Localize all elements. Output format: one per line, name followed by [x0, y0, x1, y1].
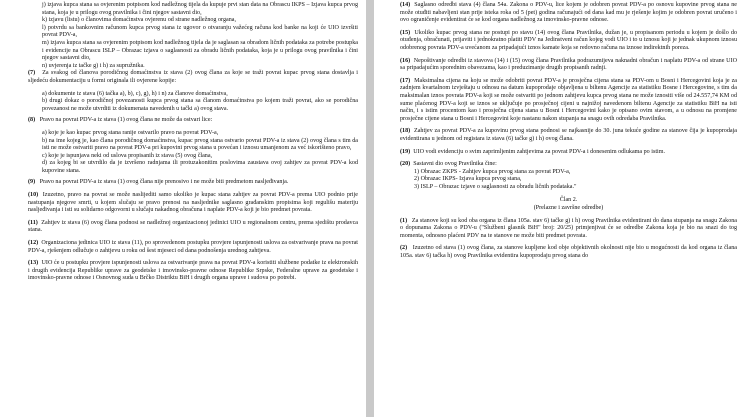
paragraph-2-text: Izuzetno od stava (1) ovog člana, za stanove kupljene kod obje objektivnih okolnosti nije bio u mogućnosti da kod organa iz člana 105a. stav 6) tačka h) ovog Pravilnika evidentira kupoprodaju prvog stana do: [400, 245, 738, 260]
paragraph-10-text: Izuzetno, pravo na povrat se može naslijediti samo ukoliko je kupac stana zahtjev za povrat PDV-a prema UIO podnio prije nastupanja njegove smrti, u kojem slučaju se pravo prenosi na nasljednike saglasno građanskim propisima koji regulišu materiju nasljeđivanja i isti su solidarno odgovorni u slučaju nakadnog obračuna i naplate PDV-a koji je bio predmet povrata.: [28, 192, 359, 214]
paragraph-14: (14) Saglasno odredbi stava (4) člana 54a. Zakona o PDV-u, lice kojem je odobren povrat PDV-a po osnovu kupovine prvog stana ne može otuđiti nabavljeni stan prije isteka roka od 5 (pet) godina računajući od dana kad mu je rješenje kojim je odobren povrat uručeno i ovo ograničenje evidentirat će se kod organa nadležnog za imovinsko-pravne odnose.: [400, 2, 737, 24]
paragraph-15-text: Ukoliko kupac prvog stana ne postupi po stavu (14) ovog člana Pravilnika, dužan je, u propisanom periodu u kojem je došlo do otuđenja, obračunati, prijaviti i jednokratno platiti PDV na Jedinstveni račun kojeg vodi UIO i to u iznosu koji je jednak ukupnom iznosu odobrenog povrata PDV-a uvećanom za pripadajući iznos kamate koja se redovno računa na iznose indirektnih poreza.: [400, 29, 737, 51]
paragraph-18: (18) Zahtjev za povrat PDV-a za kupovinu prvog stana podnosi se najkasnije do 30. juna tekuće godine za stanove čija je kupoprodaja evidentirana u jednom od registara iz stava (6) tačke g) i h) ovog člana.: [400, 128, 737, 142]
paragraph-1: (1) Za stanove koji su kod oba organa iz člana 105a. stav 6) tačke g) i h) ovog Pravilnika evidentirani do dana stupanja na snagu Zakona o dopunama Zakona o PDV-u ("Službeni glasnik BiH" broj: 20/25) primjenjivat će se odredbe Zakona koja je bio na snazi do tog momenta, odnosno plaćeni PDV na te stanove ne može biti predmet povrata.: [400, 217, 737, 239]
list-item: a) dokumente iz stava (6) tačka a), b), c), g), h) i n) za članove domaćinstva,: [42, 90, 228, 97]
paragraph-15: (15) Ukoliko kupac prvog stana ne postupi po stavu (14) ovog člana Pravilnika, dužan je, u propisanom periodu u kojem je došlo do otuđenja, obračunati, prijaviti i jednokratno platiti PDV na Jedinstveni račun kojeg vodi UIO i to u iznosu koji je jednak ukupnom iznosu odobrenog povrata PDV-a uvećanom za pripadajući iznos kamate koja se redovno računa na iznose indirektnih poreza.: [400, 29, 737, 51]
paragraph-12: (12) Organizaciona jedinica UIO iz stava (11), po sprovedenom postupku provjere ispunjenosti uslova za ostvarivanje prava na povrat PDV-a, rješenjem odlučuje o zahtjevu u roku od šest mjeseci od dana podnošenja urednog zahtjeva.: [28, 240, 358, 254]
list-item: c) koje je ispunjava neki od uslova propisanih iz stava (5) ovog člana,: [42, 152, 213, 159]
list-item: k) izjavu (listu) o članovima domaćinstva ovjerenu od strane nadležnog organa,: [42, 17, 236, 24]
list-item: a) koje je kao kupac prvog stana ranije ostvarilo pravo na povrat PDV-a,: [42, 129, 219, 136]
paragraph-11: (11) Zahtjev iz stava (6) ovog člana podnosi se nadležnoj organizacionoj jedinici UIO u regionalnom centru, prema sjedištu prodavca stana.: [28, 219, 358, 234]
paragraph-8-text: Pravo na povrat PDV-a iz stava (1) ovog člana ne može da ostvari lice:: [39, 117, 213, 124]
list-item: j) izjava kupca stana sa ovjerenim potpisom kod nadležnog tijela da kupuje prvi stan data na Obrascu IKPS – Izjava kupca prvog stana, koja je u prilogu ovog pravilnika i čini njegov sastavni dio,: [42, 2, 358, 16]
paragraph-13: (13) UIO će u postupku provjere ispunjenosti uslova za ostvarivanje prava na povrat PDV-a koristiti službene podatke iz elektronskih i drugih evidencija Republike uprave za geodetske i imovinsko-pravne odnose Republike Srpske, Federalne uprave za geodetske i imovinsko-pravne odnose i Osnovnog suda u Brčko Distriktu BiH i drugih organa uprave i sudova po potrebi.: [28, 260, 358, 282]
list-item: 2) Obrazac IKPS- Izjava kupca prvog stana,: [414, 176, 522, 183]
paragraph-19: (19) UIO vodi evidenciju o svim zaprimljenim zahtjevima za povrat PDV-a i donesenim odlukama po istim.: [400, 148, 665, 155]
list-item: d) za kojeg bi se utvrdilo da je izvršeno radnjama ili protuzakonitim poslovima zaustava ovoj zahtjev za povrat PDV-a kod kupovine stana.: [42, 160, 358, 174]
paragraph-10: (10) Izuzetno, pravo na povrat se može naslijediti samo ukoliko je kupac stana zahtjev za povrat PDV-a prema UIO podnio prije nastupanja njegove smrti, u kojem slučaju se pravo prenosi na nasljednike saglasno građanskim propisima koji regulišu materiju nasljeđivanja i isti su solidarno odgovorni u slučaju nakadnog obračuna i naplate PDV-a koji je bio predmet povrata.: [28, 192, 359, 214]
paragraph-7: (7) Za svakog od članova porodičnog domaćinstva iz stava (2) ovog člana za koje se traži povrat kupac prvog stana dostavlja i sljedeću dokumentaciju u formi originala ili ovjerene kopije:: [28, 70, 359, 84]
article-title: Član 2.: [559, 197, 578, 204]
paragraph-9-text: Pravo na povrat PDV-a iz stava (1) ovog člana nije prenosivo i ne može biti predmetom nasljeđivanja.: [39, 179, 289, 186]
paragraph-7-text: Za svakog od članova porodičnog domaćinstva iz stava (2) ovog člana za koje se traži povrat kupac prvog stana dostavlja i sljedeću dokumentaciju u formi originala ili ovjerene kopije:: [28, 70, 359, 84]
article-6-items: [28, 2, 358, 70]
article-subtitle: (Prelazne i završne odredbe): [533, 205, 604, 212]
document-page-right: [374, 0, 743, 417]
paragraph-14-text: Saglasno odredbi stava (4) člana 54a. Zakona o PDV-u, lice kojem je odobren povrat PDV-a po osnovu kupovine prvog stana ne može otuđiti nabavljeni stan prije isteka roka od 5 (pet) godina računajući od dana kad mu je rješenje kojim je odobren povrat uručeno i ovo ograničenje evidentirat će se kod organa nadležnog za imovinsko-pravne odnose.: [400, 2, 737, 24]
paragraph-11-text: Zahtjev iz stava (6) ovog člana podnosi se nadležnoj organizacionoj jedinici UIO u regionalnom centru, prema sjedištu prodavca stana.: [28, 219, 358, 234]
paragraph-13-text: UIO će u postupku provjere ispunjenosti uslova za ostvarivanje prava na povrat PDV-a koristiti službene podatke iz elektronskih i drugih evidencija Republike uprave za geodetske i imovinsko-pravne odnose Republike Srpske, Federalne uprave za geodetske i imovinsko-pravne odnose i Osnovnog suda u Brčko Distriktu BiH i drugih organa uprave i sudova po potrebi.: [28, 260, 358, 282]
paragraph-20-text: Sastavni dio ovog Pravilnika čine:: [413, 161, 497, 168]
paragraph-20-items: [400, 169, 737, 192]
paragraph-17-text: Maksimalna cijena na koju se može odobriti povrat PDV-a je prosječna cijena stana sa PDV-om u Bosni i Hercegovini koja je za zadnjem kvartalnom izvještaju u odnosu na datum kupoprodaje objavljena u biltenu Agencije za statistiku Bosne i Hercegovine, s tim da maksimalan iznos povrata PDV-a koji se može ostvariti po jednom zahtjevu kupca prvog stana ne može iznositi više od 24.557,74 KM od sume plaćenog PDV-a koji se iznos se uključuje po prosječnoj cijeni u najnižoj navedenom biltenu Agencije za statistiku BiH na isti način, i s istim procentom kao i prosječna cijena stana u Bosni i Hercegovini kako je opisano ovim stavom, a u odnosu na promjene prosječne cijene stana u Bosni i Hercegovini koje nastanu nakon stupanja na snagu ovih odredaba Pravilnika.: [400, 77, 738, 122]
document-page-left: [0, 0, 366, 417]
list-item: b) drugi dokaz o porodičnoj povezanosti kupca prvog stana sa članom domaćinstva po kojem traži povrat, ako se porodična povezanost ne može utvrditi iz dokumenata navedenih u tački a) ovog stava.: [42, 98, 358, 112]
paragraph-7-items: [28, 91, 358, 114]
list-item: 1) Obrazac ZKPS - Zahtjev kupca prvog stana za povrat PDV-a,: [414, 168, 571, 175]
paragraph-18-text: Zahtjev za povrat PDV-a za kupovinu prvog stana podnosi se najkasnije do 30. juna tekuće godine za stanove čija je kupoprodaja evidentirana u jednom od registara iz stava (6) tačke g) i h) ovog člana.: [400, 128, 737, 142]
list-item: l) potvrdu sa bankovnim računom kupca prvog stana iz ugovor o otvaranju važećeg računa kod banke na koji će UIO izvršiti povrat PDV-a,: [42, 24, 358, 39]
paragraph-17: (17) Maksimalna cijena na koju se može odobriti povrat PDV-a je prosječna cijena stana sa PDV-om u Bosni i Hercegovini koja je za zadnjem kvartalnom izvještaju u odnosu na datum kupoprodaje objavljena u biltenu Agencije za statistiku Bosne i Hercegovine, s tim da maksimalan iznos povrata PDV-a koji se može ostvariti po jednom zahtjevu kupca prvog stana ne može iznositi više od 24.557,74 KM od sume plaćenog PDV-a koji se iznos se uključuje po prosječnoj cijeni u najnižoj navedenom biltenu Agencije za statistiku BiH na isti način, i s istim procentom kao i prosječna cijena stana u Bosni i Hercegovini kako je opisano ovim stavom, a u odnosu na promjene prosječne cijene stana u Bosni i Hercegovini koje nastanu nakon stupanja na snagu ovih odredaba Pravilnika.: [400, 77, 738, 122]
paragraph-1-text: Za stanove koji su kod oba organa iz člana 105a. stav 6) tačke g) i h) ovog Pravilnika evidentirani do dana stupanja na snagu Zakona o dopunama Zakona o PDV-u ("Službeni glasnik BiH" broj: 20/25) primjenjivat će se odredbe Zakona koja je bio na snazi do tog momenta, odnosno plaćeni PDV na te stanove ne može biti predmet povrata.: [400, 217, 737, 239]
list-item: n) uvjerenja iz tačke g) i h) za supružnika.: [42, 62, 145, 69]
paragraph-12-text: Organizaciona jedinica UIO iz stava (11), po sprovedenom postupku provjere ispunjenosti uslova za ostvarivanje prava na povrat PDV-a, rješenjem odlučuje o zahtjevu u roku od šest mjeseci od dana podnošenja urednog zahtjeva.: [28, 240, 358, 254]
paragraph-19-text: UIO vodi evidenciju o svim zaprimljenim zahtjevima za povrat PDV-a i donesenim odlukama po istim.: [413, 148, 665, 155]
list-item: 3) ISLP – Obrazac izjave o saglasnosti za obradu ličnih podataka.": [414, 183, 577, 190]
list-item: m) izjava kupca stana sa ovjerenim potpisom kod nadležnog tijela da je saglasan sa obradom ličnih podataka za potrebe postupka i evidencije na Obrascu ISLP – Obrazac izjava o saglasnosti za obradu ličnih podataka, koja je u prilogu ovog pravilnika i čini njegov sastavni dio,: [42, 39, 358, 62]
paragraph-9: (9) Pravo na povrat PDV-a iz stava (1) ovog člana nije prenosivo i ne može biti predmetom nasljeđivanja.: [28, 179, 289, 186]
paragraph-2: (2) Izuzetno od stava (1) ovog člana, za stanove kupljene kod obje objektivnih okolnosti nije bio u mogućnosti da kod organa iz člana 105a. stav 6) tačka h) ovog Pravilnika evidentira kupoprodaju prvog stana do: [400, 245, 738, 260]
paragraph-20: (20) Sastavni dio ovog Pravilnika čine:: [400, 161, 497, 168]
paragraph-8-items: [28, 130, 358, 176]
paragraph-16-text: Nepoštivanje odredbi iz stavova (14) i (15) ovog člana Pravilnika podrazumijeva naknadni obračun i naplatu PDV-a od strane UIO sa pripadajućim sporednim obavezama, kao i preduzimanje drugih propisanih radnji.: [400, 57, 738, 72]
paragraph-8: (8) Pravo na povrat PDV-a iz stava (1) ovog člana ne može da ostvari lice:: [28, 117, 213, 124]
list-item: b) na ime kojeg je, kao člana porodičnog domaćinstva, kupac prvog stana ostvario povrat PDV-a iz stava (2) ovog člana s tim da isti ne može ostvariti pravo na povrat PDV-a pri kupovini prvog stana u povećan i iznosu umanjenom za već iskorišteno pravo,: [42, 137, 358, 152]
paragraph-16: (16) Nepoštivanje odredbi iz stavova (14) i (15) ovog člana Pravilnika podrazumijeva naknadni obračun i naplatu PDV-a od strane UIO sa pripadajućim sporednim obavezama, kao i preduzimanje drugih propisanih radnji.: [400, 57, 738, 72]
